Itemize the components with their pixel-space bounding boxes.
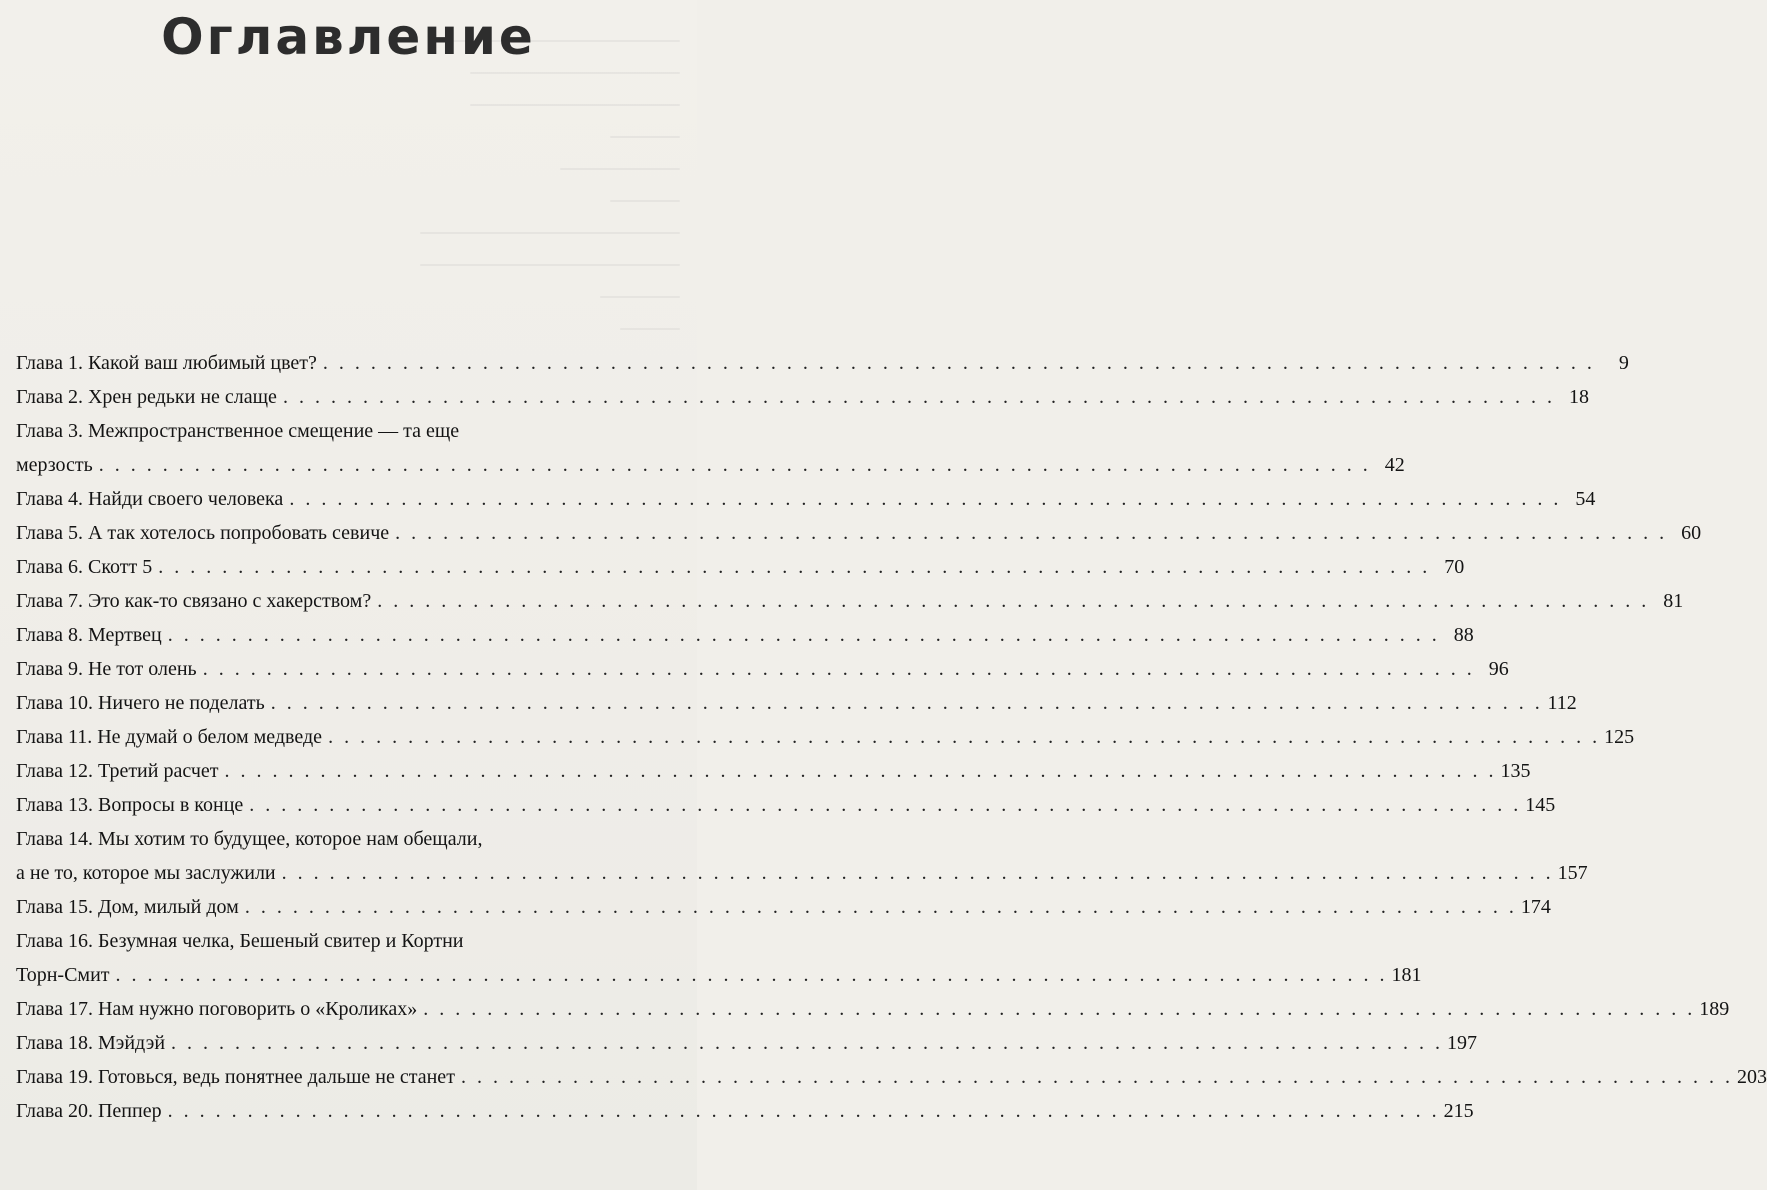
chapter-title: а не то, которое мы заслужили: [16, 862, 276, 884]
toc-entry[interactable]: [16, 346, 1629, 380]
chapter-title: Мы хотим то будущее, которое нам обещали,: [97, 828, 483, 850]
toc-entry[interactable]: [16, 924, 1422, 992]
chapter-title: Скотт 5: [87, 556, 153, 578]
page-number: 81: [1663, 590, 1684, 612]
toc-entry[interactable]: [16, 1094, 1474, 1128]
page-number: 9: [1618, 352, 1629, 374]
chapter-title: Ничего не поделать: [97, 692, 265, 714]
toc-entry-line-final: [16, 346, 1629, 380]
toc-entry-line: [16, 822, 652, 856]
dot-leader: . . . . . . . . . . . . . . . . . . . . . . . . . . . . . . . . . . . . . . . . . . . . . . . . . . . . . . . . . . . . . . . . . . . . . . . . . . . . . . . .: [282, 386, 1555, 408]
toc-entry-line-final: [16, 516, 1702, 550]
page-number: 42: [1384, 454, 1405, 476]
page-number: 135: [1500, 760, 1531, 782]
chapter-title: Дом, милый дом: [97, 896, 239, 918]
dot-leader: . . . . . . . . . . . . . . . . . . . . . . . . . . . . . . . . . . . . . . . . . . . . . . . . . . . . . . . . . . . . . . . . . . . . . . . . . . . . . . . .: [224, 760, 1497, 782]
dot-leader: . . . . . . . . . . . . . . . . . . . . . . . . . . . . . . . . . . . . . . . . . . . . . . . . . . . . . . . . . . . . . . . . . . . . . . . . . . . . . . . .: [167, 624, 1440, 646]
page-number: 174: [1520, 896, 1551, 918]
dot-leader: . . . . . . . . . . . . . . . . . . . . . . . . . . . . . . . . . . . . . . . . . . . . . . . . . . . . . . . . . . . . . . . . . . . . . . . . . . . . . . . .: [115, 964, 1388, 986]
toc-entry[interactable]: [16, 1060, 1767, 1094]
dot-leader: . . . . . . . . . . . . . . . . . . . . . . . . . . . . . . . . . . . . . . . . . . . . . . . . . . . . . . . . . . . . . . . . . . . . . . . . . . . . . . . .: [289, 488, 1562, 510]
toc-entry-line-final: [16, 618, 1474, 652]
chapter-title: Это как-то связано с хакерством?: [87, 590, 372, 612]
page-number: 60: [1681, 522, 1702, 544]
toc-entry-line-final: [16, 856, 1588, 890]
chapter-number: Глава 18.: [16, 1032, 93, 1054]
toc-entry-line-final: [16, 652, 1509, 686]
toc-entry-line-final: [16, 584, 1684, 618]
toc-entry[interactable]: [16, 686, 1577, 720]
toc-entry[interactable]: [16, 788, 1556, 822]
dot-leader: . . . . . . . . . . . . . . . . . . . . . . . . . . . . . . . . . . . . . . . . . . . . . . . . . . . . . . . . . . . . . . . . . . . . . . . . . . . . . . . .: [167, 1100, 1440, 1122]
chapter-title: Готовься, ведь понятнее дальше не станет: [97, 1066, 455, 1088]
toc-entry-line-final: [16, 1026, 1478, 1060]
page-number: 96: [1488, 658, 1509, 680]
toc-entry[interactable]: [16, 618, 1474, 652]
toc-entry[interactable]: [16, 414, 1405, 482]
dot-leader: . . . . . . . . . . . . . . . . . . . . . . . . . . . . . . . . . . . . . . . . . . . . . . . . . . . . . . . . . . . . . . . . . . . . . . . . . . . . . . . .: [202, 658, 1475, 680]
toc-entry[interactable]: [16, 720, 1635, 754]
page-number: 157: [1557, 862, 1588, 884]
chapter-title: Межпространственное смещение — та еще: [87, 420, 460, 442]
dot-leader: . . . . . . . . . . . . . . . . . . . . . . . . . . . . . . . . . . . . . . . . . . . . . . . . . . . . . . . . . . . . . . . . . . . . . . . . . . . . . . . .: [322, 352, 1595, 374]
toc-entry[interactable]: [16, 822, 1588, 890]
toc-entry[interactable]: [16, 992, 1730, 1026]
dot-leader: . . . . . . . . . . . . . . . . . . . . . . . . . . . . . . . . . . . . . . . . . . . . . . . . . . . . . . . . . . . . . . . . . . . . . . . . . . . . . . . .: [377, 590, 1650, 612]
chapter-title: Вопросы в конце: [97, 794, 244, 816]
toc-entry-line-final: [16, 380, 1589, 414]
toc-entry-line-final: [16, 890, 1551, 924]
page-number: 54: [1575, 488, 1596, 510]
chapter-title: Пеппер: [97, 1100, 162, 1122]
toc-entry-line-final: [16, 788, 1556, 822]
chapter-number: Глава 14.: [16, 828, 93, 850]
chapter-number: Глава 6.: [16, 556, 83, 578]
chapter-number: Глава 13.: [16, 794, 93, 816]
chapter-title: Торн-Смит: [16, 964, 110, 986]
toc-entry-line: [16, 924, 652, 958]
chapter-number: Глава 8.: [16, 624, 83, 646]
toc-entry[interactable]: [16, 482, 1596, 516]
toc-entry[interactable]: [16, 380, 1589, 414]
chapter-number: Глава 9.: [16, 658, 83, 680]
table-of-contents: [16, 346, 1767, 1128]
chapter-number: Глава 4.: [16, 488, 83, 510]
chapter-number: Глава 1.: [16, 352, 83, 374]
dot-leader: . . . . . . . . . . . . . . . . . . . . . . . . . . . . . . . . . . . . . . . . . . . . . . . . . . . . . . . . . . . . . . . . . . . . . . . . . . . . . . . .: [98, 454, 1371, 476]
chapter-title: Хрен редьки не слаще: [87, 386, 277, 408]
toc-entry[interactable]: [16, 754, 1531, 788]
chapter-number: Глава 7.: [16, 590, 83, 612]
toc-entry-line-final: [16, 550, 1465, 584]
toc-entry[interactable]: [16, 516, 1702, 550]
page-number: 125: [1604, 726, 1635, 748]
toc-entry-line-final: [16, 482, 1596, 516]
chapter-number: Глава 3.: [16, 420, 83, 442]
dot-leader: . . . . . . . . . . . . . . . . . . . . . . . . . . . . . . . . . . . . . . . . . . . . . . . . . . . . . . . . . . . . . . . . . . . . . . . . . . . . . . . .: [270, 692, 1543, 714]
dot-leader: . . . . . . . . . . . . . . . . . . . . . . . . . . . . . . . . . . . . . . . . . . . . . . . . . . . . . . . . . . . . . . . . . . . . . . . . . . . . . . . .: [249, 794, 1522, 816]
chapter-title: А так хотелось попробовать севиче: [87, 522, 390, 544]
page-number: 70: [1444, 556, 1465, 578]
chapter-number: Глава 11.: [16, 726, 93, 748]
page-number: 181: [1391, 964, 1422, 986]
page-number: 18: [1568, 386, 1589, 408]
chapter-title: Мертвец: [87, 624, 162, 646]
dot-leader: . . . . . . . . . . . . . . . . . . . . . . . . . . . . . . . . . . . . . . . . . . . . . . . . . . . . . . . . . . . . . . . . . . . . . . . . . . . . . . . .: [423, 998, 1696, 1020]
toc-entry[interactable]: [16, 652, 1509, 686]
page-number: 215: [1443, 1100, 1474, 1122]
chapter-number: Глава 10.: [16, 692, 93, 714]
chapter-title: Не думай о белом медведе: [97, 726, 323, 748]
toc-entry[interactable]: [16, 584, 1684, 618]
chapter-title: Третий расчет: [97, 760, 219, 782]
toc-entry[interactable]: [16, 1026, 1478, 1060]
dot-leader: . . . . . . . . . . . . . . . . . . . . . . . . . . . . . . . . . . . . . . . . . . . . . . . . . . . . . . . . . . . . . . . . . . . . . . . . . . . . . . . .: [171, 1032, 1444, 1054]
chapter-title: Какой ваш любимый цвет?: [87, 352, 317, 374]
dot-leader: . . . . . . . . . . . . . . . . . . . . . . . . . . . . . . . . . . . . . . . . . . . . . . . . . . . . . . . . . . . . . . . . . . . . . . . . . . . . . . . .: [244, 896, 1517, 918]
chapter-number: Глава 19.: [16, 1066, 93, 1088]
page-number: 197: [1447, 1032, 1478, 1054]
dot-leader: . . . . . . . . . . . . . . . . . . . . . . . . . . . . . . . . . . . . . . . . . . . . . . . . . . . . . . . . . . . . . . . . . . . . . . . . . . . . . . . .: [460, 1066, 1733, 1088]
page-number: 145: [1525, 794, 1556, 816]
chapter-title: Мэйдэй: [97, 1032, 166, 1054]
toc-entry-line-final: [16, 686, 1577, 720]
chapter-title: Найди своего человека: [87, 488, 284, 510]
chapter-number: Глава 17.: [16, 998, 93, 1020]
toc-entry-line-final: [16, 1060, 1767, 1094]
toc-entry-line-final: [16, 992, 1730, 1026]
chapter-number: Глава 5.: [16, 522, 83, 544]
chapter-number: Глава 20.: [16, 1100, 93, 1122]
toc-entry-line-final: [16, 1094, 1474, 1128]
chapter-number: Глава 12.: [16, 760, 93, 782]
toc-entry[interactable]: [16, 550, 1465, 584]
toc-entry-line: [16, 414, 652, 448]
dot-leader: . . . . . . . . . . . . . . . . . . . . . . . . . . . . . . . . . . . . . . . . . . . . . . . . . . . . . . . . . . . . . . . . . . . . . . . . . . . . . . . .: [158, 556, 1431, 578]
page-title: Оглавление: [161, 8, 536, 66]
toc-entry-line-final: [16, 720, 1635, 754]
chapter-title: Не тот олень: [87, 658, 197, 680]
chapter-number: Глава 15.: [16, 896, 93, 918]
dot-leader: . . . . . . . . . . . . . . . . . . . . . . . . . . . . . . . . . . . . . . . . . . . . . . . . . . . . . . . . . . . . . . . . . . . . . . . . . . . . . . . .: [281, 862, 1554, 884]
page-number: 189: [1699, 998, 1730, 1020]
page-number: 88: [1453, 624, 1474, 646]
dot-leader: . . . . . . . . . . . . . . . . . . . . . . . . . . . . . . . . . . . . . . . . . . . . . . . . . . . . . . . . . . . . . . . . . . . . . . . . . . . . . . . .: [328, 726, 1601, 748]
chapter-number: Глава 2.: [16, 386, 83, 408]
dot-leader: . . . . . . . . . . . . . . . . . . . . . . . . . . . . . . . . . . . . . . . . . . . . . . . . . . . . . . . . . . . . . . . . . . . . . . . . . . . . . . . .: [395, 522, 1668, 544]
page-number: 112: [1547, 692, 1577, 714]
chapter-title: мерзость: [16, 454, 93, 476]
chapter-number: Глава 16.: [16, 930, 93, 952]
page-number: 203: [1736, 1066, 1767, 1088]
toc-entry[interactable]: [16, 890, 1551, 924]
toc-entry-line-final: [16, 448, 1405, 482]
chapter-title: Безумная челка, Бешеный свитер и Кортни: [97, 930, 464, 952]
chapter-title: Нам нужно поговорить о «Кроликах»: [97, 998, 418, 1020]
toc-entry-line-final: [16, 958, 1422, 992]
toc-entry-line-final: [16, 754, 1531, 788]
